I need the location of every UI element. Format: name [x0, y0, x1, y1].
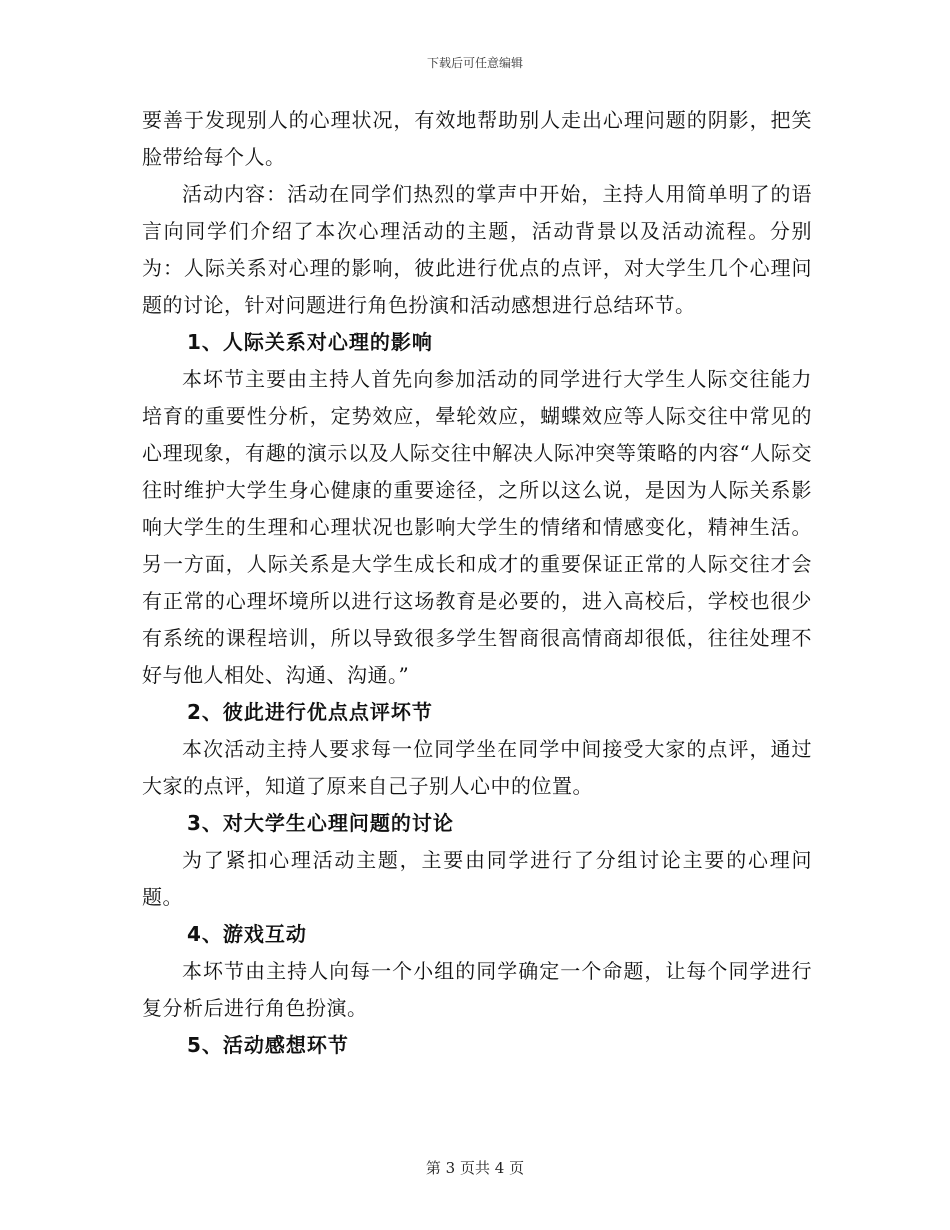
paragraph-activity-content: 活动内容：活动在同学们热烈的掌声中开始，主持人用简单明了的语言向同学们介绍了本次心理活动的主题，活动背景以及活动流程。分别为：人际关系对心理的影响，彼此进行优点的点评，对大学生几个心理问题的讨论，针对问题进行角色扮演和活动感想进行总结环节。 — [142, 182, 812, 317]
page-footer: 第 3 页共 4 页 — [425, 1159, 525, 1177]
page-header: 下载后可任意编辑 — [426, 56, 523, 70]
paragraph-section-1: 本坏节主要由主持人首先向参加活动的同学进行大学生人际交往能力培育的重要性分析，定势效应，晕轮效应，蝴蝶效应等人际交往中常见的心理现象，有趣的演示以及人际交往中解决人际冲突等策略的内容“人际交往时维护大学生身心健康的重要途径，之所以这么说，是因为人际关系影响大学生的生理和心理状况也影响大学生的情绪和情感变化，精神生活。另一方面，人际关系是大学生成长和成才的重要保证正常的人际交往才会有正常的心理坏境所以进行这场教育是必要的，进入高校后，学校也很少有系统的课程培训，所以导致很多学生智商很高情商却很低，往往处理不好与他人相处、沟通、沟通。” — [142, 367, 812, 687]
paragraph-section-4: 本坏节由主持人向每一个小组的同学确定一个命题，让每个同学进行复分析后进行角色扮演。 — [142, 959, 812, 1020]
section-heading-1: 1、人际关系对心理的影响 — [187, 330, 433, 354]
document-body — [142, 102, 812, 1064]
paragraph-section-3: 为了紧扣心理活动主题，主要由同学进行了分组讨论主要的心理问题。 — [142, 848, 812, 909]
section-heading-3: 3、对大学生心理问题的讨论 — [187, 811, 454, 835]
section-heading-2: 2、彼此进行优点点评坏节 — [187, 700, 433, 724]
paragraph-intro-continuation: 要善于发现别人的心理状况，有效地帮助别人走出心理问题的阴影，把笑脸带给每个人。 — [142, 108, 812, 169]
section-heading-4: 4、游戏互动 — [187, 922, 307, 946]
paragraph-section-2: 本次活动主持人要求每一位同学坐在同学中间接受大家的点评，通过大家的点评，知道了原来自己子别人心中的位置。 — [142, 737, 812, 798]
section-heading-5: 5、活动感想环节 — [187, 1033, 349, 1057]
